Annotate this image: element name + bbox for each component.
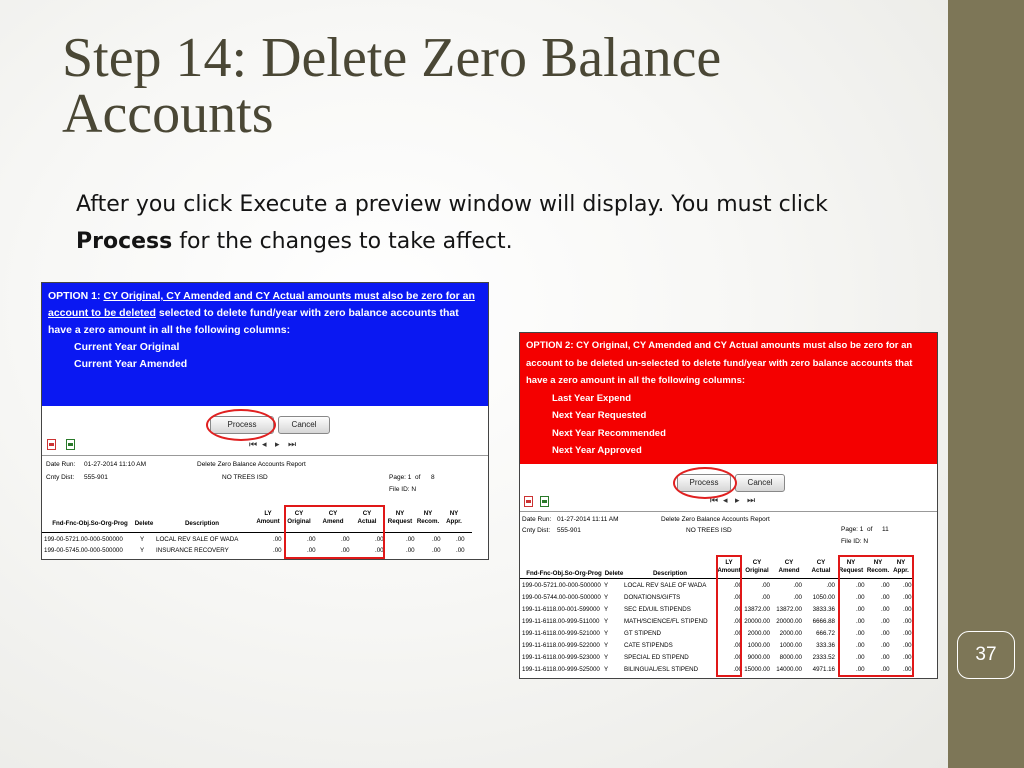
process-button[interactable]: Process [210,416,274,434]
option2-column-item: Last Year Expend [552,392,632,404]
cell-ny-appr: .00 [903,666,912,673]
pdf-export-icon[interactable] [524,496,533,507]
cell-description: LOCAL REV SALE OF WADA [156,536,239,543]
cell-description: SEC ED/UIL STIPENDS [624,606,691,613]
cell-ny-request: .00 [856,606,865,613]
cell-ny-recom: .00 [881,606,890,613]
header-top: LY [264,510,272,517]
header-description: Description [652,570,688,577]
district-name: NO TREES ISD [222,474,268,481]
header-ny-recom [414,510,442,526]
header-bottom: Amend [778,567,800,574]
header-top: NY [449,510,459,517]
prev-page-icon[interactable]: ◂ [262,439,267,449]
header-bottom: Actual [357,518,377,525]
cell-ny-appr: .00 [456,536,465,543]
district-name: NO TREES ISD [686,527,732,534]
next-page-icon[interactable]: ▸ [735,495,740,505]
cell-ny-appr: .00 [903,606,912,613]
cell-account: 199-00-5745.00-000-500000 [44,547,123,554]
cell-ly: .00 [733,654,742,661]
file-id: File ID: N [841,538,869,545]
cell-ny-appr: .00 [903,654,912,661]
cell-delete: Y [604,582,609,589]
option2-screenshot [519,332,938,679]
header-bottom: Request [838,567,864,574]
cell-cy-amend: 1000.00 [779,642,802,649]
header-bottom: Appr. [893,567,909,574]
header-bottom: Amend [322,518,344,525]
cell-ny-request: .00 [406,547,415,554]
cell-ly: .00 [733,642,742,649]
first-page-icon[interactable]: ⏮ [249,439,258,449]
header-top: CY [362,510,372,517]
cell-account: 199-11-6118.00-999-511000 [522,618,600,625]
cell-ny-request: .00 [856,630,865,637]
header-delete: Delete [134,520,154,527]
pdf-export-icon[interactable] [47,439,56,450]
cell-cy-amend: .00 [793,594,802,601]
page-number-badge [957,631,1015,679]
cell-account: 199-11-6118.00-999-525000 [522,666,600,673]
option1-rest: selected to delete fund/year with zero balance accounts that have a zero amount in all the following columns: [48,307,459,336]
cell-description: CATE STIPENDS [624,642,673,649]
header-ny-request [384,510,416,526]
cell-cy-amend: 20000.00 [776,618,802,625]
header-cy-actual [806,559,836,575]
cnty-dist-label: Cnty Dist: [522,527,551,534]
header-top: CY [294,510,304,517]
cell-cy-original: .00 [761,582,770,589]
header-top: NY [846,559,856,566]
cell-cy-actual: 1050.00 [812,594,835,601]
option1-banner [42,283,488,406]
header-bottom: Actual [811,567,831,574]
header-top: NY [873,559,883,566]
cell-ny-appr: .00 [903,630,912,637]
cell-ly: .00 [733,630,742,637]
cell-cy-actual: 6666.88 [812,618,835,625]
cell-account: 199-11-6118.00-999-521000 [522,630,600,637]
cell-ny-recom: .00 [881,666,890,673]
cell-account: 199-11-6118.00-999-522000 [522,642,600,649]
cell-ny-appr: .00 [903,618,912,625]
process-button[interactable]: Process [677,474,731,492]
cell-cy-actual: 2333.52 [812,654,835,661]
cell-description: LOCAL REV SALE OF WADA [624,582,707,589]
of-label: of [415,474,421,481]
header-account: Fnd-Fnc-Obj.So-Org-Prog [52,520,128,527]
cell-cy-actual: .00 [375,547,384,554]
header-ly [250,510,286,526]
file-id: File ID: N [389,486,417,493]
option2-text: OPTION 2: CY Original, CY Amended and CY Actual amounts must also be zero for an account to be deleted un-selected to delete fund/year with zero balance accounts that have a zero amount in all the following columns: [526,340,913,386]
date-run-label: Date Run: [46,461,76,468]
process-highlight-ring [206,409,276,441]
cell-cy-amend: 2000.00 [779,630,802,637]
option1-column-item: Current Year Original [74,341,180,353]
header-ny-appr [442,510,466,526]
cell-description: GT STIPEND [624,630,662,637]
header-underline [42,532,472,533]
cell-cy-actual: .00 [826,582,835,589]
cell-ly: .00 [273,547,282,554]
cell-cy-original: .00 [307,547,316,554]
header-delete: Delete [604,570,624,577]
cnty-dist-value: 555-901 [84,474,108,481]
cell-ny-request: .00 [856,582,865,589]
cell-delete: Y [604,594,609,601]
header-cy-amend [774,559,804,575]
option1-column-item: Current Year Amended [74,358,188,370]
cell-description: MATH/SCIENCE/FL STIPEND [624,618,708,625]
option2-banner [520,333,937,464]
cell-delete: Y [604,606,609,613]
option1-screenshot [41,282,489,560]
cnty-dist-label: Cnty Dist: [46,474,75,481]
cell-cy-actual: 4971.16 [812,666,835,673]
cell-description: SPECIAL ED STIPEND [624,654,689,661]
cell-delete: Y [140,547,145,554]
header-bottom: Request [387,518,413,525]
table-row [42,545,488,557]
date-run-label: Date Run: [522,516,552,523]
cell-cy-amend: 14000.00 [776,666,802,673]
ly-column-highlight [716,555,742,677]
header-bottom: Recom. [866,567,890,574]
header-bottom: Appr. [446,518,462,525]
cell-account: 199-00-5721.00-000-500000 [44,536,123,543]
cell-delete: Y [604,654,609,661]
header-cy-original [742,559,772,575]
cell-cy-original: 1000.00 [747,642,770,649]
toolbar-divider [520,511,937,512]
cell-cy-actual: .00 [375,536,384,543]
page-label: Page: 1 [841,526,864,533]
cell-cy-original: 2000.00 [747,630,770,637]
cell-ly: .00 [733,594,742,601]
prev-page-icon[interactable]: ◂ [723,495,728,505]
cell-ly: .00 [733,618,742,625]
page-number: 37 [975,644,997,665]
of-label: of [867,526,873,533]
report-title: Delete Zero Balance Accounts Report [197,461,306,468]
header-bottom: Amount [717,567,741,574]
cell-ny-appr: .00 [903,642,912,649]
cell-ny-recom: .00 [432,536,441,543]
header-top: CY [784,559,794,566]
cell-ny-appr: .00 [903,582,912,589]
header-bottom: Original [287,518,311,525]
ny-columns-highlight [838,555,914,677]
option2-column-item: Next Year Approved [552,445,642,456]
cell-ny-request: .00 [856,654,865,661]
body-text-suffix: for the changes to take affect. [172,229,513,254]
cell-ny-appr: .00 [456,547,465,554]
page-label: Page: 1 [389,474,412,481]
cell-ny-recom: .00 [881,594,890,601]
cell-ny-recom: .00 [881,654,890,661]
cell-delete: Y [604,618,609,625]
date-run-value: 01-27-2014 11:10 AM [84,461,147,468]
date-run-value: 01-27-2014 11:11 AM [557,516,619,523]
header-top: CY [328,510,338,517]
cell-ly: .00 [733,606,742,613]
cell-account: 199-11-6118.00-001-599000 [522,606,600,613]
header-top: NY [423,510,433,517]
excel-export-icon[interactable] [66,439,75,450]
first-page-icon[interactable]: ⏮ [710,495,719,505]
cell-cy-actual: 333.36 [816,642,835,649]
cell-cy-amend: .00 [793,582,802,589]
cell-ny-request: .00 [856,594,865,601]
cell-delete: Y [604,642,609,649]
cell-delete: Y [604,630,609,637]
header-bottom: Original [745,567,769,574]
last-page-icon[interactable]: ⏭ [288,439,297,449]
cell-delete: Y [604,666,609,673]
cnty-dist-value: 555-901 [557,527,581,534]
page-total: 11 [882,526,889,533]
cell-ny-appr: .00 [903,594,912,601]
cell-ny-request: .00 [856,642,865,649]
cell-description: DONATIONS/GIFTS [624,594,681,601]
header-bottom: Amount [256,518,280,525]
cell-ny-recom: .00 [881,618,890,625]
cancel-button[interactable]: Cancel [278,416,330,434]
header-bottom: Recom. [416,518,440,525]
cell-account: 199-00-5744.00-000-500000 [522,594,601,601]
body-text-process: Process [76,229,173,254]
header-top: CY [816,559,826,566]
header-top: LY [725,559,733,566]
toolbar-divider [42,455,488,456]
cell-description: INSURANCE RECOVERY [156,547,229,554]
cell-cy-actual: 666.72 [816,630,835,637]
cell-cy-amend: 8000.00 [779,654,802,661]
body-text-prefix: After you click Execute a preview window will display. You must click [76,192,828,217]
cell-cy-original: .00 [307,536,316,543]
cell-ny-recom: .00 [881,630,890,637]
cell-ny-recom: .00 [432,547,441,554]
cell-cy-original: 9000.00 [747,654,770,661]
cell-ny-request: .00 [856,618,865,625]
cell-ny-request: .00 [406,536,415,543]
excel-export-icon[interactable] [540,496,549,507]
cell-account: 199-11-6118.00-999-523000 [522,654,600,661]
cell-cy-amend: .00 [341,547,350,554]
cell-cy-original: 15000.00 [744,666,770,673]
header-top: CY [752,559,762,566]
cell-ny-recom: .00 [881,642,890,649]
slide-body-text [76,186,896,260]
cell-ly: .00 [273,536,282,543]
cy-columns-highlight [284,505,385,559]
page-total: 8 [431,474,435,481]
cell-ny-recom: .00 [881,582,890,589]
cell-description: BILINGUAL/ESL STIPEND [624,666,699,673]
last-page-icon[interactable]: ⏭ [747,495,756,505]
cancel-button[interactable]: Cancel [735,474,785,492]
cell-cy-amend: .00 [341,536,350,543]
option2-column-item: Next Year Requested [552,410,647,421]
header-description: Description [184,520,220,527]
cell-cy-original: 20000.00 [744,618,770,625]
cell-account: 199-00-5721.00-000-500000 [522,582,601,589]
cell-cy-actual: 3833.36 [812,606,835,613]
header-top: NY [896,559,906,566]
cell-ly: .00 [733,582,742,589]
next-page-icon[interactable]: ▸ [275,439,280,449]
header-account: Fnd-Fnc-Obj.So-Org-Prog [526,570,602,577]
report-title: Delete Zero Balance Accounts Report [661,516,770,523]
cell-cy-original: .00 [761,594,770,601]
cell-delete: Y [140,536,145,543]
option2-column-item: Next Year Recommended [552,427,666,439]
cell-ly: .00 [733,666,742,673]
slide-title: Step 14: Delete Zero Balance Accounts [62,27,722,145]
cell-ny-request: .00 [856,666,865,673]
header-top: NY [395,510,405,517]
cell-cy-amend: 13872.00 [776,606,802,613]
option1-underlined-text: CY Original, CY Amended and CY Actual amounts must also be zero for an account to be deleted [48,290,475,319]
option1-lead: OPTION 1: [48,290,104,302]
cell-cy-original: 13872.00 [744,606,770,613]
